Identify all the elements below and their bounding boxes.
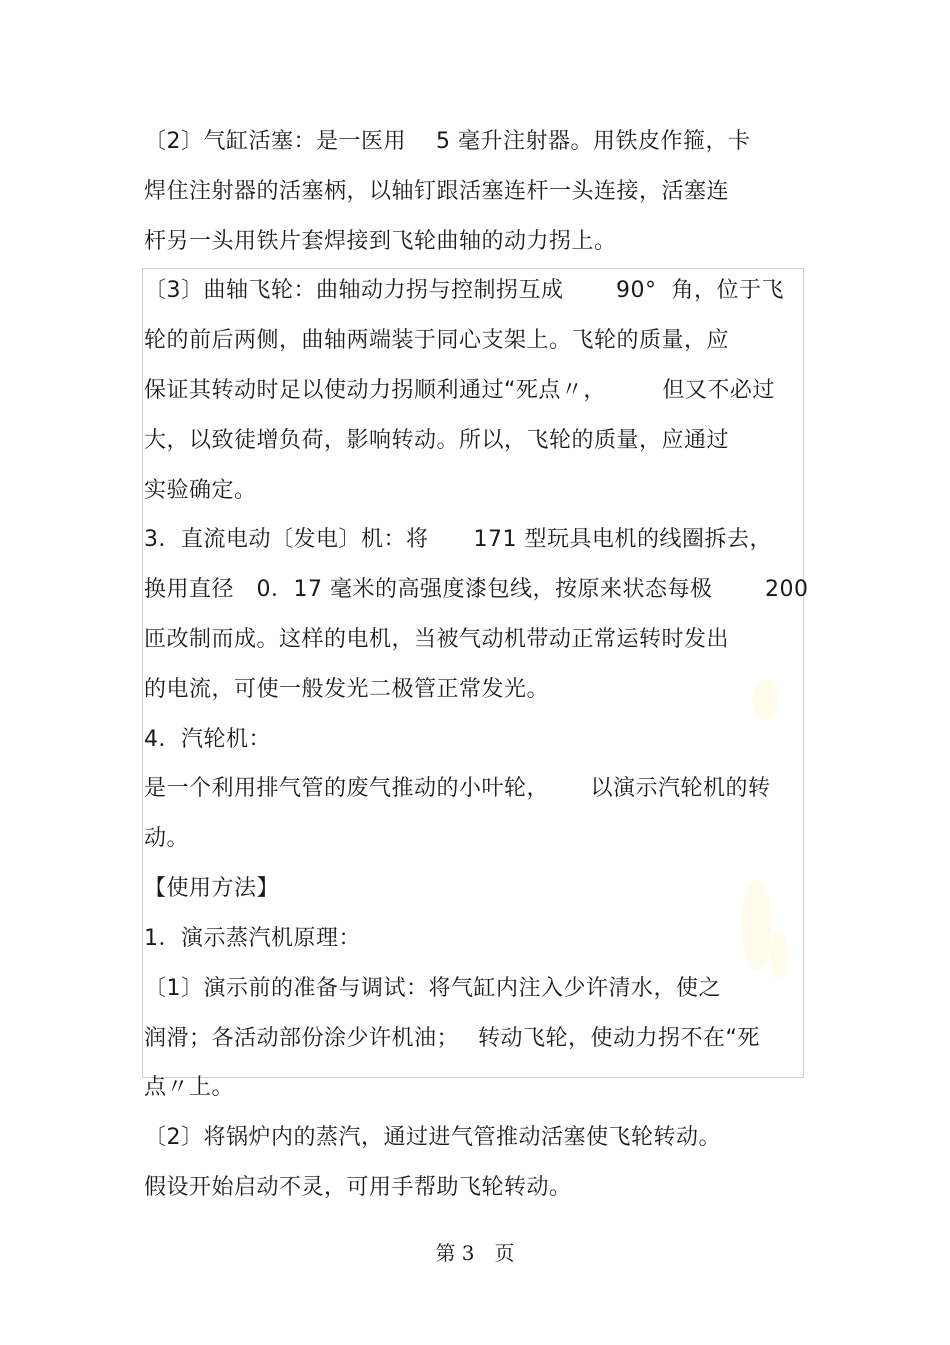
text-line: 〔1〕演示前的准备与调试：将气缸内注入少许清水，使之 — [144, 976, 721, 1001]
text-line: 保证其转动时足以使动力拐顺利通过“死点〃， 但又不必过 — [144, 378, 775, 403]
text-line: 匝改制而成。这样的电机，当被气动机带动正常运转时发出 — [144, 627, 730, 652]
text-line: 假设开始启动不灵，可用手帮助飞轮转动。 — [144, 1175, 572, 1200]
text-line: 换用直径 0．17 毫米的高强度漆包线，按原来状态每极 200 — [144, 577, 809, 602]
text-line: 实验确定。 — [144, 478, 257, 503]
section-heading: 【使用方法】 — [144, 876, 280, 901]
text-line: 焊住注射器的活塞柄，以轴钉跟活塞连杆一头连接，活塞连 — [144, 179, 730, 204]
text-line: 是一个利用排气管的废气推动的小叶轮， 以演示汽轮机的转 — [144, 776, 771, 801]
text-line: 3．直流电动〔发电〕机：将 171 型玩具电机的线圈拆去， — [144, 527, 772, 552]
page-smudge — [742, 880, 772, 970]
page-smudge — [770, 930, 788, 980]
text-line: 〔3〕曲轴飞轮：曲轴动力拐与控制拐互成 90° 角，位于飞 — [144, 278, 784, 303]
text-line: 动。 — [144, 826, 190, 851]
text-line: 润滑；各活动部份涂少许机油； 转动飞轮，使动力拐不在“死 — [144, 1026, 760, 1051]
page-smudge — [752, 680, 778, 720]
text-line: 大，以致徒增负荷，影响转动。所以，飞轮的质量，应通过 — [144, 428, 730, 453]
text-line: 点〃上。 — [144, 1075, 235, 1100]
text-line: 的电流，可使一般发光二极管正常发光。 — [144, 677, 550, 702]
page-number: 第 3 页 — [435, 1241, 515, 1265]
section-heading: 4．汽轮机： — [144, 727, 271, 752]
text-line: 〔2〕气缸活塞：是一医用 5 毫升注射器。用铁皮作箍，卡 — [144, 129, 751, 154]
text-line: 〔2〕将锅炉内的蒸汽，通过进气管推动活塞使飞轮转动。 — [144, 1125, 721, 1150]
text-line: 杆另一头用铁片套焊接到飞轮曲轴的动力拐上。 — [144, 229, 617, 254]
section-heading: 1．演示蒸汽机原理： — [144, 926, 361, 951]
text-line: 轮的前后两侧，曲轴两端装于同心支架上。飞轮的质量，应 — [144, 328, 730, 353]
